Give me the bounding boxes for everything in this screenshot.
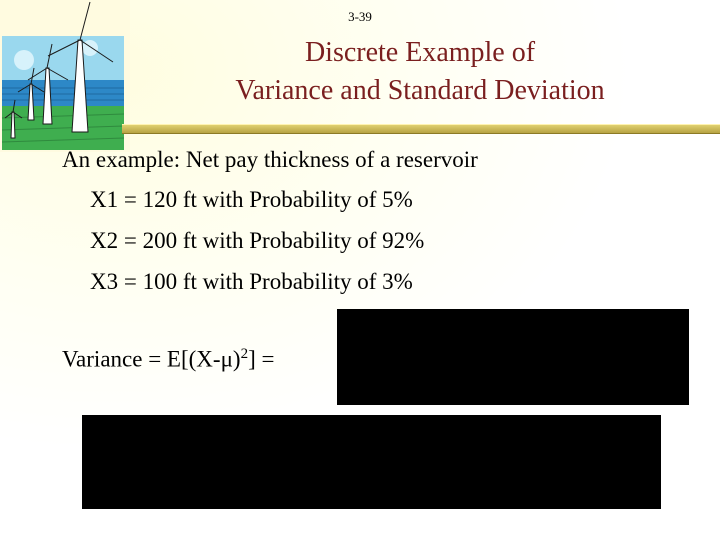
title-rule: [122, 124, 720, 134]
outcome-x2: X2 = 200 ft with Probability of 92%: [90, 228, 425, 253]
title-line-2: Variance and Standard Deviation: [235, 75, 605, 106]
variance-suffix: ] =: [248, 346, 275, 372]
variance-exponent: 2: [240, 346, 249, 362]
intro-text: An example: Net pay thickness of a reservoir: [62, 147, 478, 172]
variance-close-paren: ): [232, 346, 241, 372]
outcome-x1: X1 = 120 ft with Probability of 5%: [90, 187, 413, 212]
title-line-1: Discrete Example of: [304, 37, 536, 68]
variance-label: [62, 346, 274, 373]
page-title: [120, 34, 720, 110]
computation-box: [82, 415, 661, 509]
mu-symbol: μ: [220, 346, 233, 372]
wind-turbines-icon: [0, 0, 130, 152]
outcome-x3: X3 = 100 ft with Probability of 3%: [90, 269, 413, 294]
windmill-art: [0, 0, 130, 152]
formula-box: [337, 309, 689, 405]
slide-number: 3-39: [348, 9, 372, 24]
variance-prefix: Variance = E[(X-: [62, 346, 221, 372]
